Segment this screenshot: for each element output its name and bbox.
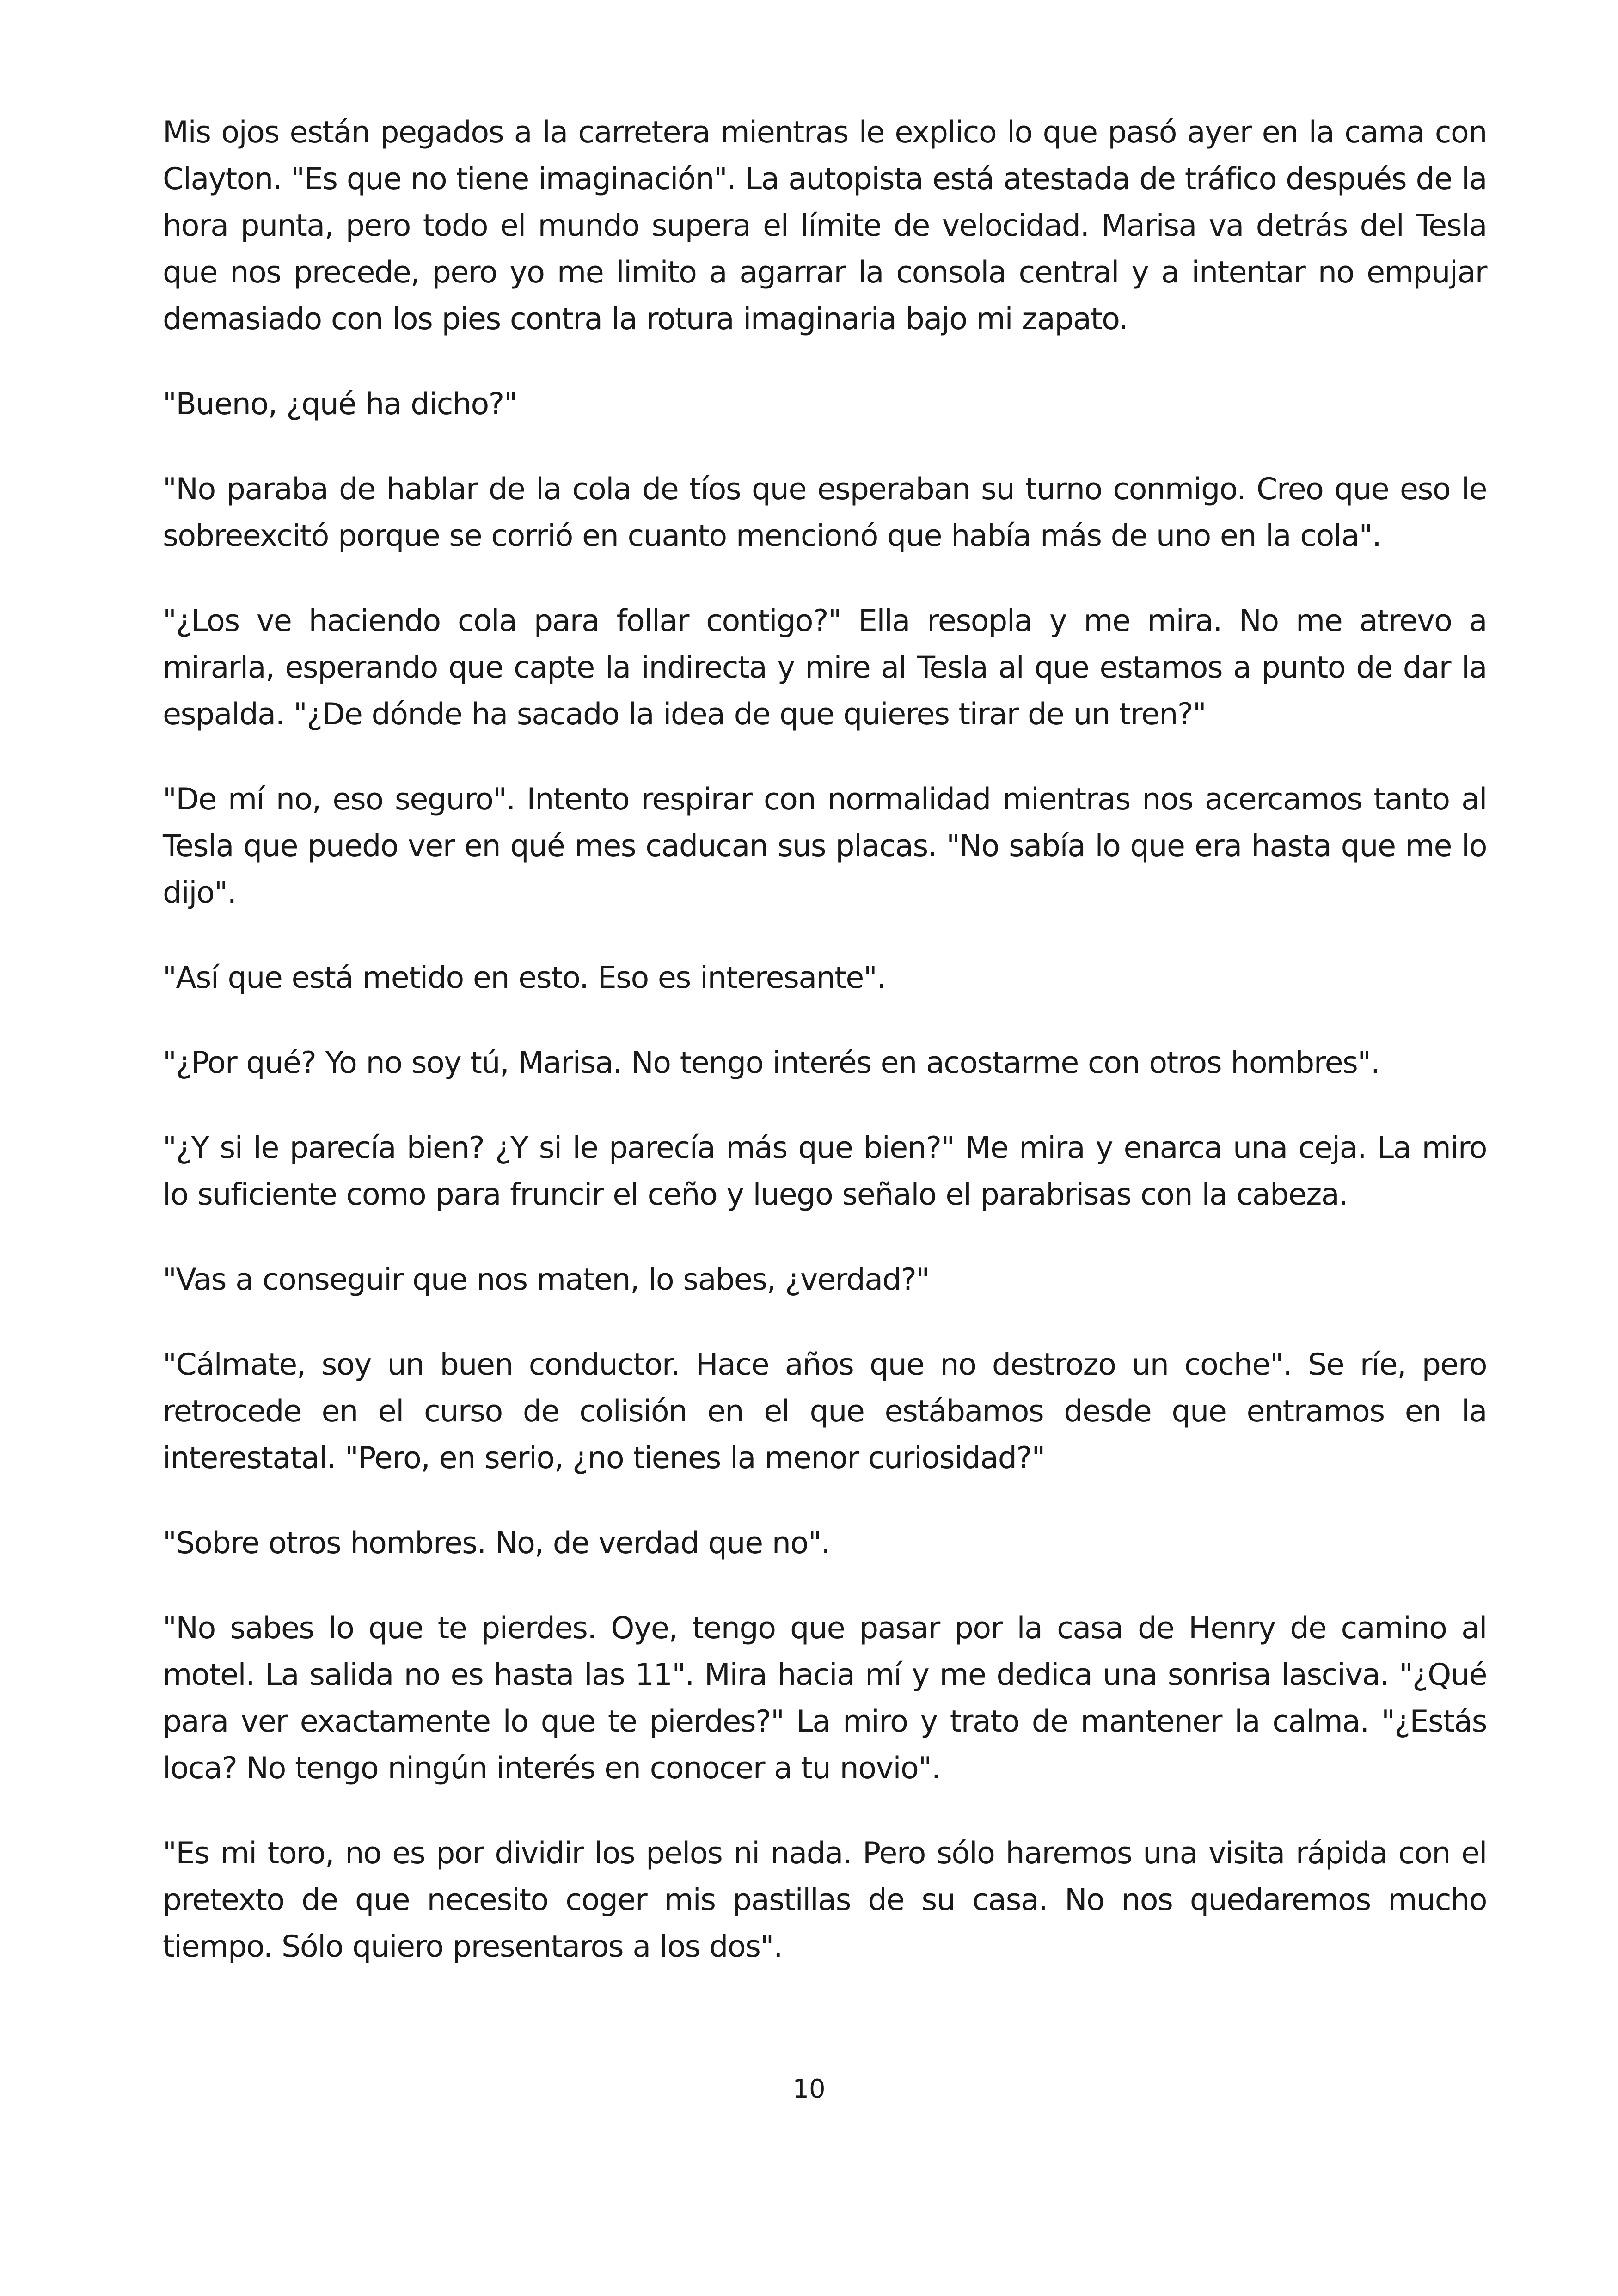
paragraph: "¿Y si le parecía bien? ¿Y si le parecía más que bien?" Me mira y enarca una ceja. La miro lo suficiente como para fruncir el ceño y luego señalo el parabrisas con la cabeza.: [163, 1131, 1487, 1212]
paragraph: "No sabes lo que te pierdes. Oye, tengo que pasar por la casa de Henry de camino al motel. La salida no es hasta las 11". Mira hacia mí y me dedica una sonrisa lasciva. "¿Qué para ver exactamente lo que te pierdes?" La miro y trato de mantener la calma. "¿Estás loca? No tengo ningún interés en conocer a tu novio".: [163, 1611, 1487, 1786]
paragraph: "Bueno, ¿qué ha dicho?": [163, 387, 517, 422]
paragraph: "¿Por qué? Yo no soy tú, Marisa. No tengo interés en acostarme con otros hombres".: [163, 1046, 1379, 1080]
body-text: [163, 109, 1487, 2008]
paragraph: "Cálmate, soy un buen conductor. Hace años que no destrozo un coche". Se ríe, pero retrocede en el curso de colisión en el que estábamos desde que entramos en la interestatal. "Pero, en serio, ¿no tienes la menor curiosidad?": [163, 1347, 1487, 1476]
paragraph: "Es mi toro, no es por dividir los pelos ni nada. Pero sólo haremos una visita rápida con el pretexto de que necesito coger mis pastillas de su casa. No nos quedaremos mucho tiempo. Sólo quiero presentaros a los dos".: [163, 1836, 1487, 1964]
paragraph: "De mí no, eso seguro". Intento respirar con normalidad mientras nos acercamos tanto al Tesla que puedo ver en qué mes caducan sus placas. "No sabía lo que era hasta que me lo dijo".: [163, 782, 1487, 910]
page-number: 10: [792, 2074, 826, 2104]
paragraph: "Así que está metido en esto. Eso es interesante".: [163, 961, 886, 995]
paragraph: "Sobre otros hombres. No, de verdad que no".: [163, 1526, 830, 1561]
paragraph: "¿Los ve haciendo cola para follar contigo?" Ella resopla y me mira. No me atrevo a mirarla, esperando que capte la indirecta y mire al Tesla al que estamos a punto de dar la espalda. "¿De dónde ha sacado la idea de que quieres tirar de un tren?": [163, 604, 1487, 732]
paragraph: Mis ojos están pegados a la carretera mientras le explico lo que pasó ayer en la cama con Clayton. "Es que no tiene imaginación". La autopista está atestada de tráfico después de la hora punta, pero todo el mundo supera el límite de velocidad. Marisa va detrás del Tesla que nos precede, pero yo me limito a agarrar la consola central y a intentar no empujar demasiado con los pies contra la rotura imaginaria bajo mi zapato.: [163, 115, 1487, 337]
paragraph: "No paraba de hablar de la cola de tíos que esperaban su turno conmigo. Creo que eso le sobreexcitó porque se corrió en cuanto mencionó que había más de uno en la cola".: [163, 472, 1487, 553]
paragraph: "Vas a conseguir que nos maten, lo sabes, ¿verdad?": [163, 1262, 929, 1297]
